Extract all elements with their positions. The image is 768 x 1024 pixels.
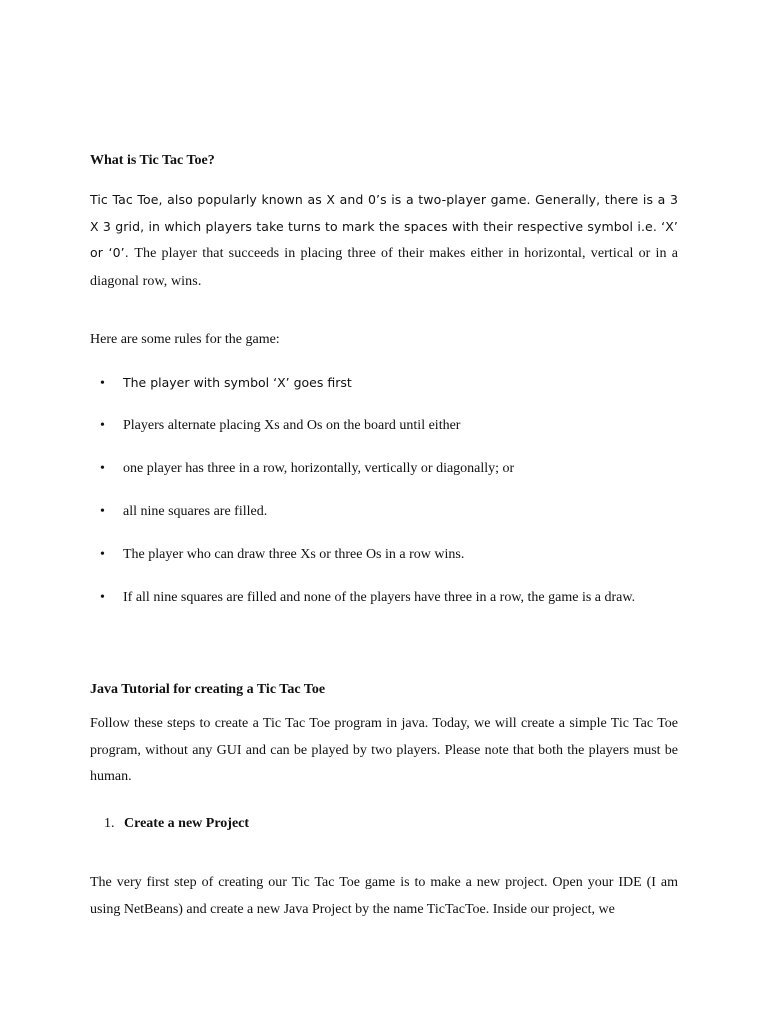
intro-text-part2: The player that succeeds in placing three of their makes either in horizontal, vertical or in a diagonal row, wins. <box>90 246 679 289</box>
list-item: • one player has three in a row, horizontally, vertically or diagonally; or <box>100 461 515 476</box>
list-item: • all nine squares are filled. <box>100 504 268 519</box>
list-item: • The player with symbol ‘X’ goes first <box>100 375 352 391</box>
step-title: Create a new Project <box>124 816 250 831</box>
step-heading <box>104 816 249 832</box>
tutorial-intro-paragraph: Follow these steps to create a Tic Tac Toe program in java. Today, we will create a simple Tic Tac Toe program, without any GUI and can be played by two players. Please note that both the players must be human. <box>90 716 678 784</box>
bullet-icon: • <box>100 504 105 519</box>
bullet-icon: • <box>100 418 105 433</box>
section-heading-java-tutorial: Java Tutorial for creating a Tic Tac Toe <box>90 682 326 697</box>
bullet-icon: • <box>100 547 105 562</box>
section-heading-what-is: What is Tic Tac Toe? <box>90 153 215 168</box>
step-paragraph: The very first step of creating our Tic Tac Toe game is to make a new project. Open your IDE (I am using NetBeans) and create a new Java Project by the name TicTacToe. Inside our project, we <box>90 875 678 917</box>
bullet-icon: • <box>100 376 105 391</box>
intro-paragraph <box>90 187 678 295</box>
bullet-icon: • <box>100 461 105 476</box>
list-item: • The player who can draw three Xs or three Os in a row wins. <box>100 547 465 562</box>
list-item: • If all nine squares are filled and none of the players have three in a row, the game is a draw. <box>100 590 636 605</box>
list-item: • Players alternate placing Xs and Os on the board until either <box>100 418 461 433</box>
intro-text-part1: Tic Tac Toe, also popularly known as X and 0’s is a two-player game. Generally, there is a 3 X 3 grid, in which players take turns to mark the spaces with their respective symbol i.e. ‘X’ or ‘0’. <box>90 192 678 260</box>
step-number: 1. <box>104 816 115 831</box>
bullet-icon: • <box>100 590 105 605</box>
rules-intro: Here are some rules for the game: <box>90 332 280 347</box>
